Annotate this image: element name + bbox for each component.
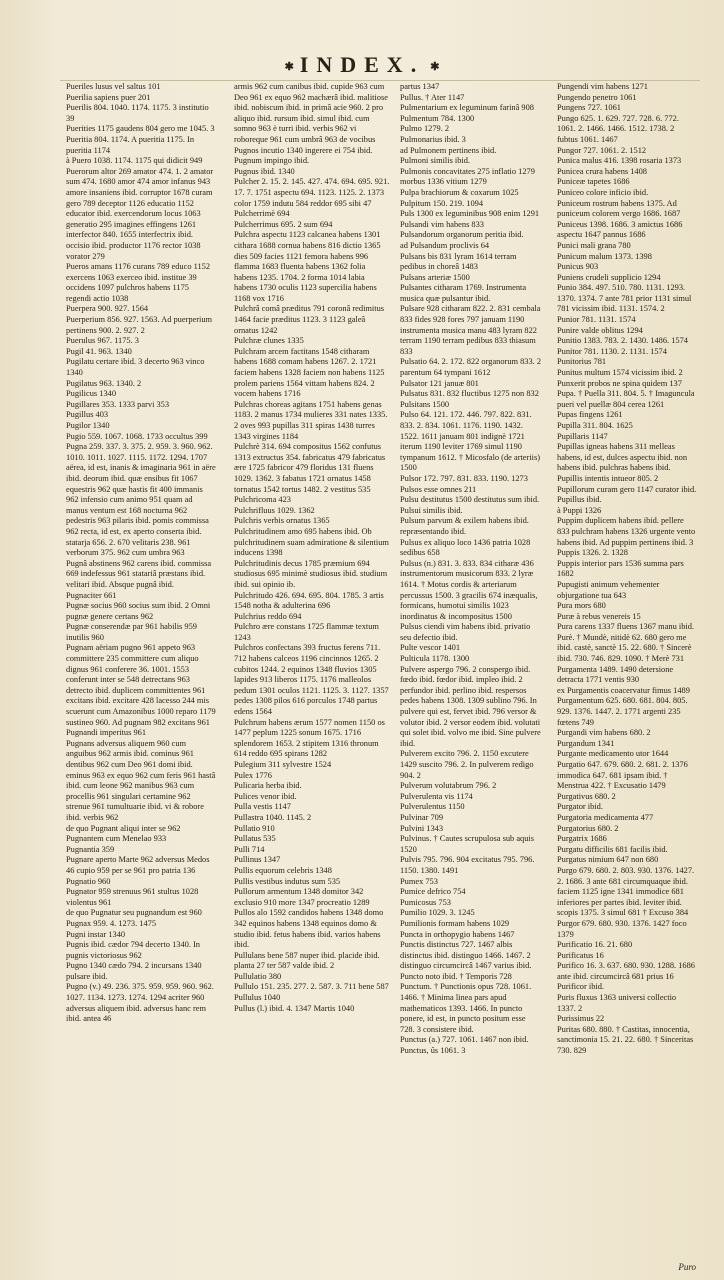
index-entry: Pupa. † Puella 311. 804. 5. † Imaguncula pueri vel puellæ 804 cerea 1261 <box>557 389 695 409</box>
index-entry: Pulchrius reddo 694 <box>234 611 302 621</box>
index-entry: Pulla vestis 1147 <box>234 802 291 812</box>
index-entry: Pulsator 121 januæ 801 <box>400 378 479 388</box>
index-entry: Pulsandi vim habens 833 <box>400 219 484 229</box>
index-entry: Pulpa brachiorum & coxarum 1025 <box>400 187 519 197</box>
index-column-3 <box>400 82 542 1267</box>
index-entry: Pueritia 804. 1174. A pueritia 1175. In pueritia 1174 <box>66 134 195 155</box>
index-entry: Purgatio 647. 679. 680. 2. 681. 2. 1376 immodica 647. 681 ipsam ibid. † Menstrua 422. † Excusatio 1479 <box>557 760 688 791</box>
index-entry: Pullastra 1040. 1145. 2 <box>234 812 312 822</box>
index-entry: Pulmo 1279. 2 <box>400 124 450 134</box>
index-entry: Pullos alo 1592 candidos habens 1348 domo 342 equinos habens 1348 equinos domo & studio ibid. fetus habens ibid. varios habens ibid. <box>234 908 384 950</box>
index-entry: Punctis distinctus 727. 1467 albis distinctus ibid. distinguo 1466. 1467. 2 distinguo circumcircâ 1467 varius ibid. <box>400 940 532 971</box>
index-entry: Pulsos esse omnes 211 <box>400 484 477 494</box>
index-entry: Pulsare 928 citharam 822. 2. 831 cembala 833 fides 928 fores 797 januam 1190 instrumenta musica manu 483 lyram 822 terram 1190 terram pedibus 833 thiasum 833 <box>400 304 541 356</box>
index-entry: Pulsum parvum & exilem habens ibid. repræsentando ibid. <box>400 516 529 536</box>
index-entry: Purgator ibid. <box>557 802 603 812</box>
index-entry: Pulchrifluus 1029. 1362 <box>234 505 315 515</box>
index-entry: Puniens crudeli supplicio 1294 <box>557 272 661 282</box>
index-entry: Pugni instar 1340 <box>66 929 126 939</box>
index-entry: Pullatus 535 <box>234 834 276 844</box>
index-entry: Pulverulentus 1150 <box>400 802 465 812</box>
index-entry: Pungor 727. 1061. 2. 1512 <box>557 145 647 155</box>
index-entry: Pugnax 959. 4. 1273. 1475 <box>66 918 157 928</box>
index-entry: Pulmentarium ex leguminum farinâ 908 <box>400 103 534 113</box>
index-entry: Purgatu difficilis 681 facilis ibid. <box>557 844 668 854</box>
index-entry: Puppim duplicem habens ibid. pellere 833 pulchram habens 1326 urgente vento habens ibid. Ad puppim pertinens ibid. 3 <box>557 516 696 547</box>
index-entry: Pulchræ clunes 1335 <box>234 336 304 346</box>
index-entry: Pulsitans 1500 <box>400 399 450 409</box>
index-entry: Pulsantes citharam 1769. Instrumenta musica quæ pulsantur ibid. <box>400 283 527 303</box>
index-entry: Pungendo penetro 1061 <box>557 92 637 102</box>
index-entry: Pulsu destitutus 1500 destitutus sum ibid. <box>400 495 540 505</box>
index-entry: Pulchra aspectu 1123 calcanea habens 1301 cithara 1688 cornua habens 816 dictio 1365 dies 509 facies 1121 femora habens 996 flamma 1683 fluenta habens 1362 folia habens 1235. 1704. 2 forma 1014 labia habens 1730 oculis 1123 supercilia habens 1168 vox 1716 <box>234 230 381 303</box>
index-entry: Pulsans arteriæ 1500 <box>400 272 470 282</box>
index-entry: Pulmonarius ibid. 3 <box>400 134 466 144</box>
index-entry: Purissimus 22 <box>557 1014 605 1024</box>
index-entry: Pugilicus 1340 <box>66 389 117 399</box>
index-entry: Pulcher 2. 15. 2. 145. 427. 474. 694. 695. 921. 17. 7. 1751 aspectu 694. 1123. 1125. 2. 1373 color 1759 indutu 584 reddor 695 sibi 47 <box>234 177 390 208</box>
index-entry: ex Purgamentis coacervatur fimus 1489 <box>557 685 690 695</box>
index-entry: Pumicosus 753 <box>400 897 451 907</box>
index-entry: Puniceæ tapetes 1686 <box>557 177 630 187</box>
index-entry: Punicus 903 <box>557 262 599 272</box>
index-entry: Pulsor 172. 797. 831. 833. 1190. 1273 <box>400 473 528 483</box>
index-column-4 <box>557 82 697 1267</box>
index-entry: Pulverum volutabrum 796. 2 <box>400 781 497 791</box>
index-entry: Pulvini 1343 <box>400 823 444 833</box>
index-entry: Purgamenta 1489. 1490 detersione detracta 1771 ventis 930 <box>557 664 674 685</box>
catchword: Puro <box>678 1262 696 1272</box>
index-entry: Purifico 16. 3. 637. 680. 930. 1288. 1686 ante ibid. circumcircâ 681 prius 16 <box>557 961 695 981</box>
index-entry: Pulsandorum organorum peritia ibid. <box>400 230 524 240</box>
index-entry: Pulsus ex aliquo loco 1436 patria 1028 sedibus 658 <box>400 537 531 558</box>
index-entry: Pulchrum habens ærum 1577 nomen 1150 os 1477 peplum 1225 sonum 1675. 1716 splendorem 1653. 2 stipitem 1316 thronum 614 reddo 695 spirans 1282 <box>234 717 385 759</box>
index-entry: Pugil 41. 963. 1340 <box>66 346 132 356</box>
index-entry: Puncta in orthopygio habens 1467 <box>400 929 515 939</box>
index-entry: Pullulans bene 587 nuper ibid. placide ibid. planta 27 ter 587 valde ibid. 2 <box>234 950 380 971</box>
index-entry: Pulchricoma 423 <box>234 495 291 505</box>
index-entry: Puerperium 856. 927. 1563. Ad puerperium pertinens 900. 2. 927. 2 <box>66 315 213 335</box>
index-entry: Pungo 625. 1. 629. 727. 728. 6. 772. 1061. 2. 1466. 1466. 1512. 1738. 2 fubtus 1061. 1467 <box>557 113 679 144</box>
index-entry: ad Pulsandum proclivis 64 <box>400 240 490 250</box>
index-entry: Punctus, ûs 1061. 3 <box>400 1046 466 1056</box>
index-entry: Puerilis 804. 1040. 1174. 1175. 3 institutio 39 <box>66 103 209 123</box>
index-entry: Purgatus nimium 647 non 680 <box>557 855 659 865</box>
index-entry: Pugnandi imperitus 961 <box>66 728 147 738</box>
index-entry: Purgatrix 1686 <box>557 834 607 844</box>
index-entry: Pulmonis concavitates 275 inflatio 1279 morbus 1336 vitium 1279 <box>400 166 535 187</box>
index-entry: Pugno (v.) 49. 236. 375. 959. 959. 960. 962. 1027. 1134. 1273. 1274. 1294 acriter 960 adversus aliquem ibid. adversus hanc rem ibid. antea 46 <box>66 982 214 1024</box>
index-entry: Pulvis 795. 796. 904 excitatus 795. 796. 1150. 1380. 1491 <box>400 855 535 875</box>
index-entry: Pugnaciter 661 <box>66 590 117 600</box>
index-entry: Pulte vescor 1401 <box>400 643 461 653</box>
ornament-left-icon: ✱ <box>284 61 294 74</box>
index-entry: Pulchrâ comâ præditus 791 coronâ redimitus 1464 facie præditus 1123. 3 1123 galeâ ornatus 1242 <box>234 304 385 335</box>
index-entry: Pulmoni similis ibid. <box>400 156 471 166</box>
index-entry: Punxerit probos ne spina quidem 137 <box>557 378 682 388</box>
index-column-1 <box>66 82 216 1267</box>
index-entry: Pulcherrimus 695. 2 sum 694 <box>234 219 333 229</box>
index-entry: Puritas 680. 880. † Castitas, innocentia, sanctimonia 15. 21. 22. 680. † Sinceritas 730. 829 <box>557 1024 694 1056</box>
index-entry: Punio 384. 497. 510. 780. 1131. 1293. 1370. 1374. 7 ante 781 prior 1131 simul 781 vicissim ibid. 1131. 1574. 2 <box>557 283 692 314</box>
index-entry: Purgandi vim habens 680. 2 <box>557 728 651 738</box>
index-entry: de quo Pugnatur seu pugnandum est 960 <box>66 908 202 918</box>
index-entry: à Puppi 1326 <box>557 505 602 515</box>
index-entry: Pugnæ conserendæ par 961 habilis 959 inutilis 960 <box>66 622 197 642</box>
index-entry: Pugnantia 359 <box>66 844 115 854</box>
index-entry: Purgatorius 680. 2 <box>557 823 619 833</box>
index-entry: Pugnum impingo ibid. <box>234 156 310 166</box>
index-entry: Punicea crura habens 1408 <box>557 166 647 176</box>
index-entry: Pullatio 910 <box>234 823 275 833</box>
index-entry: Pulverulenta vis 1174 <box>400 791 473 801</box>
index-entry: Pumilio 1029. 3. 1245 <box>400 908 475 918</box>
index-entry: Puræ à rebus venereis 15 <box>557 611 641 621</box>
index-entry: Pulchras choreas agitans 1751 habens genas 1183. 2 manus 1734 mulieres 331 nates 1335. 2 oves 993 pupillas 311 spiras 1438 turres 1343 virgines 1184 <box>234 399 388 441</box>
index-entry: Pulmentum 784. 1300 <box>400 113 475 123</box>
index-entry: Pugillares 353. 1333 parvi 353 <box>66 399 170 409</box>
index-entry: Puniceum rostrum habens 1375. Ad puniceum colorem vergo 1686. 1687 <box>557 198 681 219</box>
index-entry: Pullinus 1347 <box>234 855 281 865</box>
index-entry: Pulsui similis ibid. <box>400 505 463 515</box>
index-entry: Pueriles lusus vel saltus 101 <box>66 82 161 91</box>
index-entry: Pupillaris 1147 <box>557 431 608 441</box>
index-entry: Pullulus 1040 <box>234 993 281 1003</box>
index-entry: Pungens 727. 1061 <box>557 103 621 113</box>
index-entry: Pupillis intentis intueor 805. 2 <box>557 473 659 483</box>
index-entry: Pugnâ abstinens 962 carens ibid. commissa 669 indefessus 961 statariâ præstans ibid. velitari ibid. Absque pugnâ ibid. <box>66 558 212 589</box>
index-entry: Punitus multum 1574 vicissim ibid. 2 <box>557 368 683 378</box>
index-entry: Puls 1300 ex leguminibus 908 enim 1291 <box>400 209 540 219</box>
index-entry: Pullulo 151. 235. 277. 2. 587. 3. 711 bene 587 <box>234 982 389 992</box>
index-entry: Punici mali grana 780 <box>557 240 631 250</box>
page-header <box>0 52 724 82</box>
index-entry: Pulchritudinem amo 695 habens ibid. Ob pulchritudinem suam admiratione & silentium inducens 1398 <box>234 526 389 558</box>
index-entry: Pupillas igneas habens 311 melleas habens, id est, dulces aspectu ibid. non habens ibid. pulchras habens ibid. <box>557 442 688 473</box>
index-entry: Pulvinar 709 <box>400 812 444 822</box>
index-entry: Puerities 1175 gaudens 804 gero me 1045. 3 <box>66 124 215 134</box>
index-entry: Pulvinus. † Cautes scrupulosa sub aquis 1520 <box>400 834 534 854</box>
index-entry: Pulticula 1178. 1300 <box>400 654 470 664</box>
index-entry: Pulegium 311 sylvestre 1524 <box>234 760 332 769</box>
index-entry: Punitorius 781 <box>557 357 607 367</box>
index-entry: Puerpera 900. 927. 1564 <box>66 304 149 314</box>
index-entry: Pulverem excito 796. 2. 1150 excutere 1429 suscito 796. 2. In pulverem redigo 904. 2 <box>400 749 534 780</box>
index-entry: Pupilla 311. 804. 1625 <box>557 421 633 430</box>
index-entry: Purgamentum 625. 680. 681. 804. 805. 929. 1376. 1447. 2. 1771 argenti 235 fœtens 749 <box>557 696 688 727</box>
index-entry: Punitio 1383. 783. 2. 1430. 1486. 1574 <box>557 336 688 346</box>
index-entry: Pulcherrimè 694 <box>234 209 290 219</box>
index-entry: armis 962 cum canibus ibid. cupide 963 cum Deo 961 ex equo 962 machærâ ibid. malitiose ibid. nobiscum ibid. in primâ acie 960. 2 pro aliquo ibid. rursum ibid. simul ibid. cum somno 963 è turri ibid. verbis 962 vi roboreque 961 cum umbrâ 963 de vocibus <box>234 82 388 144</box>
index-entry: Purgo 679. 680. 2. 803. 930. 1376. 1427. 2. 1686. 3 ante 681 circumquaque ibid. faciem 1125 igne 1341 immodice 681 inferiores per partes ibid. leviter ibid. scopis 1375. 3 simul 681 † Excuso 384 <box>557 865 695 918</box>
index-entry: Pugilatu certare ibid. 3 decerto 963 vinco 1340 <box>66 357 205 378</box>
index-entry: partus 1347 <box>400 82 440 91</box>
index-entry: Punctus (a.) 727. 1061. 1467 non ibid. <box>400 1035 529 1045</box>
index-entry: Pugio 559. 1067. 1068. 1733 occultus 399 <box>66 431 208 441</box>
index-entry: Punitor 781. 1130. 2. 1131. 1574 <box>557 346 667 356</box>
index-entry: Puerorum altor 269 amator 474. 1. 2 amator sum 474. 1680 amor 474 amor infanus 943 amore insaniens ibid. corruptor 1678 curam gero 789 deceptor 1126 educatio 1152 educator ibid. exercendorum locus 1063 generatio 295 imagines effingens 1261 interfector 840. 1655 interfectrix ibid. occisio ibid. productor 1176 rector 1038 vorator 279 <box>66 166 214 261</box>
index-entry: Pugnatio 960 <box>66 876 111 886</box>
index-column-2 <box>234 82 390 1267</box>
index-entry: Punire valde oblitus 1294 <box>557 325 643 335</box>
index-entry: Pulli 714 <box>234 844 265 854</box>
page-title: INDEX. <box>299 52 425 77</box>
index-entry: Pumex 753 <box>400 876 438 886</box>
index-entry: Pulso 64. 121. 172. 446. 797. 822. 831. 833. 2. 834. 1061. 1176. 1190. 1432. 1522. 1611 januam 801 indignè 1721 iterum 1190 leviter 1769 simul 1190 tympanum 1612. † Micosfalo (de arteriis) 1500 <box>400 410 541 473</box>
header-rule <box>60 80 700 81</box>
index-entry: Pullorum armentum 1348 domitor 342 exclusio 910 more 1347 procreatio 1289 <box>234 887 370 907</box>
index-entry: Pugilor 1340 <box>66 421 110 430</box>
index-entry: Pugnantem cum Menelao 933 <box>66 834 167 844</box>
index-entry: Puris fluxus 1363 universi collectio 1337. 2 <box>557 993 677 1013</box>
index-entry: Pungendi vim habens 1271 <box>557 82 648 91</box>
index-entry: Pulchritudo 426. 694. 695. 804. 1785. 3 artis 1548 notha & adulterina 696 <box>234 590 384 611</box>
index-entry: Pura carens 1337 fluens 1367 manu ibid. <box>557 622 694 632</box>
index-entry: Pullis vestibus indutus sum 535 <box>234 876 341 886</box>
index-entry: Punctum. † Punctionis opus 728. 1061. 1466. † Minima linea pars apud mathematicos 1393. 1466. In puncto ponere, id est, in puncto positum esse 728. 3 consistere ibid. <box>400 982 532 1034</box>
index-entry: Pugillus 403 <box>66 410 109 420</box>
index-entry: Pullus. † Ater 1147 <box>400 92 465 102</box>
index-entry: Pulpitum 150. 219. 1094 <box>400 198 484 208</box>
index-entry: Pugnans adversus aliquem 960 cum anguibus 962 armis ibid. cominus 961 dentibus 962 cum Deo 961 domi ibid. eminus 963 ex equo 962 cum feris 961 hastâ ibid. cum leone 962 manibus 963 cum procellis 961 singulari certamine 962 strenue 961 tumultuarie ibid. vi & robore ibid. verbis 962 <box>66 738 216 822</box>
index-entry: Puniceo colore inficio ibid. <box>557 187 649 197</box>
index-entry: Pugna 259. 337. 3. 375. 2. 959. 3. 960. 962. 1010. 1011. 1027. 1115. 1172. 1294. 1707 aërea, id est, inanis & imaginaria 961 in aëre ibid. deorum ibid. quæ ensibus fit 1067 equestris 962 quæ hastis fit 400 immanis 962 infensio cum animo 951 quam ad manus ventum est 168 nocturna 962 pedestris 963 pilaris ibid. pomis commissa 962 recta, id est, ex aperto conserta ibid. statarja 656. 2. 670 velitaris 238. 961 verborum 375. 962 cum umbra 963 <box>66 442 216 558</box>
index-entry: Pupillus ibid. <box>557 495 602 505</box>
index-entry: Purgor 679. 680. 930. 1376. 1427 foco 1379 <box>557 918 687 939</box>
index-entry: Puppis 1326. 2. 1328 <box>557 548 628 558</box>
index-entry: Purgante medicamento utor 1644 <box>557 749 669 759</box>
index-entry: Pullulatio 380 <box>234 971 282 981</box>
ornament-right-icon: ✱ <box>430 61 440 74</box>
index-entry: Pulvere aspergo 796. 2 conspergo ibid. fœdo ibid. fœdor ibid. impleo ibid. 2 perfundor ibid. perlino ibid. respersos pedes habens 1308. 1309 sublino 796. In pulvere qui est, fervet ibid. 796 versor & volutor ibid. 2 versor eodem ibid. volutati qui solet ibid. volvo me ibid. Sine pulvere ibid. <box>400 664 541 748</box>
index-entry: Pulsus ciendi vim habens ibid. privatio seu defectio ibid. <box>400 622 531 642</box>
index-entry: Pullis equorum celebris 1348 <box>234 865 332 875</box>
index-entry: Pugnis ibid. cædor 794 decerto 1340. In pugnis victoriosus 962 <box>66 940 200 960</box>
index-entry: Purgatoria medicamenta 477 <box>557 812 654 822</box>
index-entry: Puerulus 967. 1175. 3 <box>66 336 139 346</box>
index-entry: Pugnator 959 strenuus 961 stultus 1028 violentus 961 <box>66 887 199 907</box>
index-entry: Pulex 1776 <box>234 770 272 780</box>
index-entry: Purè. † Mundè, nitidè 62. 680 gero me ibid. castè, sanctè 15. 22. 680. † Sincerè ibid. 730. 746. 829. 1090. † Merè 731 <box>557 632 692 664</box>
index-entry: Pulsatus 831. 832 fluctibus 1275 non 832 <box>400 389 539 399</box>
index-entry: Pulchram arcem factitans 1548 citharam habens 1688 comam habens 1267. 2. 1721 faciem habens 1328 faciem non habens 1125 prolem pariens 1564 vittam habens 824. 2 vocem habens 1716 <box>234 346 385 399</box>
index-entry: à Puero 1038. 1174. 1175 qui didicit 949 <box>66 156 203 166</box>
index-entry: Pupillorum curam gero 1147 curator ibid. <box>557 484 697 494</box>
index-entry: Pupugisti animum vehementer objurgatione tua 643 <box>557 579 660 600</box>
index-entry: Pupas fingens 1261 <box>557 410 623 420</box>
index-entry: Pulicaria herba ibid. <box>234 781 302 791</box>
index-entry: Puniceus 1398. 1686. 3 amictus 1686 aspectu 1647 pannus 1686 <box>557 219 683 240</box>
index-entry: Pugnos incutio 1340 ingerere ei 754 ibid. <box>234 145 373 155</box>
index-entry: Punior 781. 1131. 1574 <box>557 315 636 325</box>
index-entry: Pugilatus 963. 1340. 2 <box>66 378 142 388</box>
index-entry: Pueros amans 1176 curans 789 educo 1152 exercens 1063 exerceo ibid. institue 39 occidens 1097 pulchros habens 1175 regendi actio 1038 <box>66 262 211 303</box>
index-entry: Pugnare aperto Marte 962 adversus Medos 46 cupio 959 per se 961 pro patria 136 <box>66 855 210 875</box>
index-entry: Purgandum 1341 <box>557 738 615 748</box>
index-entry: Puppis interior pars 1536 summa pars 1682 <box>557 558 684 579</box>
index-entry: Purgativus 680. 2 <box>557 791 616 801</box>
index-entry: Pugnus ibid. 1340 <box>234 166 295 176</box>
index-entry: Pulchros confectans 393 fructus ferens 711. 712 habens calceos 1196 cincinnos 1265. 2 cubitos 1244. 2 equinos 1348 fluvios 1305 lapides 913 liberos 1175. 1176 malleolos pedum 1301 oculos 1121. 1125. 3. 1127. 1357 pedes 1308 pilos 616 porculos 1748 partus edens 1564 <box>234 643 389 717</box>
index-entry: Pulsatio 64. 2. 172. 822 organorum 833. 2 parentum 64 tympani 1612 <box>400 357 542 378</box>
index-entry: Purificor ibid. <box>557 982 604 992</box>
index-entry: Pugnam aëriam pugno 961 appeto 963 committere 235 committere cum aliquo dignus 961 conferere 36. 1001. 1553 conferunt inter se 548 detrectans 963 detrecto ibid. duplicem committentes 961 excitans ibid. excitare 428 lacesso 244 mis scuerunt cum Amazonibus 1000 reparo 1179 sustineo 960. Ad pugnam 982 excitans 961 <box>66 643 216 727</box>
index-entry: Pugno 1340 cædo 794. 2 incursans 1340 pulsare ibid. <box>66 961 202 981</box>
index-entry: Pulsans bis 831 lyram 1614 terram pedibus in choreâ 1483 <box>400 251 517 272</box>
index-entry: Pulchritudinis decus 1785 præmium 694 studiosus 695 minimè studiosus ibid. studium ibid. sui opinio ib. <box>234 558 388 589</box>
index-entry: Pulchrè 314. 694 compositus 1562 confutus 1313 extructus 354. fabricatus 479 fabricatus ære 1725 fabricor 479 floridus 131 fluens 1029. 1362. 3 fabatus 1721 ornatus 1458 tornatus 1542 tortus 1482. 2 vestitus 535 <box>234 442 386 494</box>
index-entry: ad Pulmonem pertinens ibid. <box>400 145 497 155</box>
index-entry: Puerilia sapiens puer 201 <box>66 92 151 102</box>
index-entry: Purificatio 16. 21. 680 <box>557 940 633 950</box>
index-entry: Pulchris verbis ornatus 1365 <box>234 516 330 526</box>
index-entry: Pulices venor ibid. <box>234 791 297 801</box>
index-entry: Purificatus 16 <box>557 950 604 960</box>
index-entry: Pumilionis formam habens 1029 <box>400 918 510 928</box>
index-entry: Punica malus 416. 1398 rosaria 1373 <box>557 156 682 166</box>
index-entry: Pulsus (n.) 831. 3. 833. 834 citharæ 436 instrumentorum musicorum 833. 2 lyræ 1614. † Motus cordis & arteriarum percussus 1500. 3 gracilis 674 inæqualis, formicans, humotui similis 1023 inordinatus & incompositus 1500 <box>400 558 538 621</box>
index-entry: Pulchro ære constans 1725 flammæ textum 1243 <box>234 622 379 642</box>
index-entry: Pullus (l.) ibid. 4. 1347 Martis 1040 <box>234 1003 355 1013</box>
index-entry: de quo Pugnant aliqui inter se 962 <box>66 823 181 833</box>
index-entry: Punicum malum 1373. 1398 <box>557 251 652 261</box>
index-entry: Pugnæ socius 960 socius sum ibid. 2 Omni pugnæ genere certans 962 <box>66 601 211 621</box>
index-entry: Puncto noto ibid. † Temporis 728 <box>400 971 512 981</box>
index-entry: Pumice defrico 754 <box>400 887 466 897</box>
index-entry: Pura mors 680 <box>557 601 606 611</box>
